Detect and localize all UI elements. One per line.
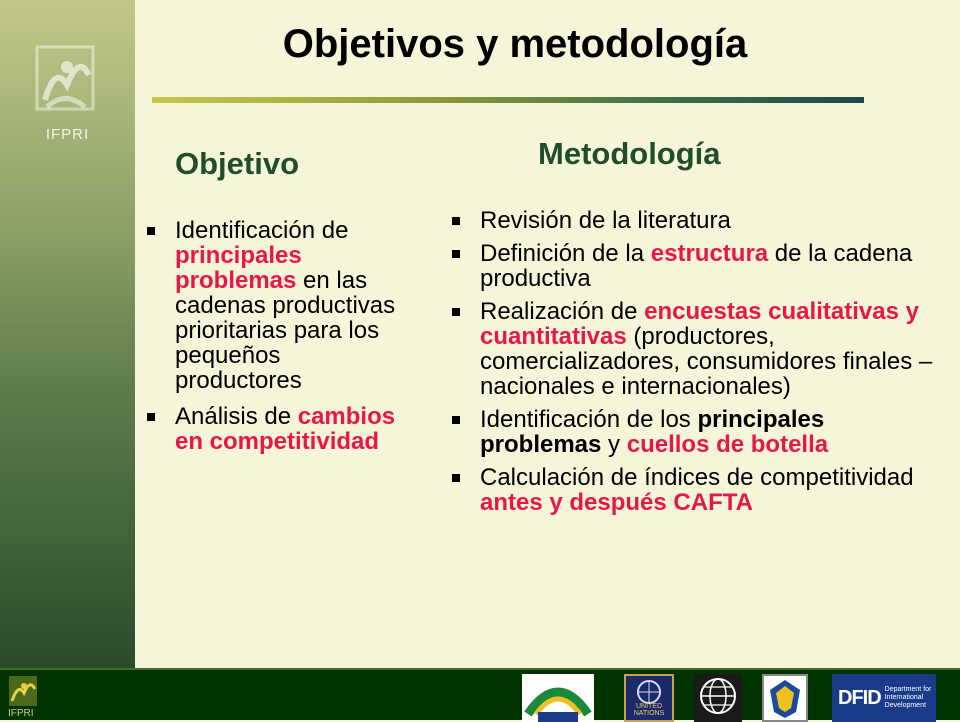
square-bullet-icon	[452, 474, 460, 482]
square-bullet-icon	[147, 413, 155, 421]
dfid-logo-subtext: Department for International Development	[884, 686, 932, 709]
ifpri-logo-text: IFPRI	[45, 126, 90, 143]
bullet-text: Revisión de la literatura	[480, 207, 731, 234]
un-emblem-icon	[626, 676, 672, 706]
bullet-emphasis-text: principales problemas	[175, 242, 302, 294]
slide-title: Objetivos y metodología	[282, 22, 748, 66]
bullet-text: en las cadenas productivas prioritarias para los pequeños productores	[175, 267, 396, 394]
bullet-text: Identificación de	[175, 217, 349, 244]
ruta-logo	[522, 674, 594, 722]
iadb-emblem-icon	[764, 676, 806, 720]
bullet-text: (productores, comercializadores, consumidores finales – nacionales e internacionales)	[480, 323, 933, 400]
square-bullet-icon	[452, 416, 460, 424]
metodologia-bullet-item	[446, 465, 951, 515]
objetivo-bullet-item	[141, 218, 413, 393]
square-bullet-icon	[452, 217, 460, 225]
globe-icon	[694, 674, 742, 722]
bullet-emphasis-text: estructura	[650, 240, 769, 267]
bullet-emphasis-text: cuellos de botella	[626, 431, 829, 458]
bullet-text: Calculación de índices de competitividad	[480, 464, 914, 491]
dfid-logo	[832, 674, 936, 722]
bullet-emphasis-text: encuestas cualitativas y cuantitativas	[480, 298, 919, 350]
bullet-emphasis-text: antes y después CAFTA	[480, 489, 753, 516]
square-bullet-icon	[452, 308, 460, 316]
footer-ifpri-text: IFPRI	[8, 708, 34, 719]
bullet-text: de la cadena productiva	[480, 240, 913, 292]
metodologia-list	[446, 208, 951, 523]
title-underline	[152, 97, 864, 103]
square-bullet-icon	[452, 250, 460, 258]
ifpri-small-logo-icon	[8, 675, 38, 711]
bullet-text: Análisis de	[175, 403, 298, 430]
worldbank-logo	[694, 674, 742, 722]
metodologia-bullet-item	[446, 241, 951, 291]
iadb-logo	[762, 674, 808, 722]
metodologia-bullet-item	[446, 299, 951, 399]
bullet-text: Identificación de los	[480, 406, 698, 433]
bullet-emphasis-text: cambios en competitividad	[175, 403, 396, 455]
ruta-logo-icon	[522, 674, 594, 722]
dfid-logo-text: DFID	[838, 686, 881, 709]
sidebar-gradient	[0, 0, 135, 668]
un-logo	[624, 674, 674, 722]
un-logo-text: UNITED NATIONS	[633, 703, 665, 717]
bullet-text: Realización de	[480, 298, 645, 325]
objetivo-bullet-item	[141, 404, 413, 454]
objetivo-list	[141, 218, 413, 465]
metodologia-bullet-item	[446, 407, 951, 457]
bullet-text: y	[601, 431, 627, 458]
square-bullet-icon	[147, 227, 155, 235]
bullet-text: Definición de la	[480, 240, 651, 267]
bullet-emphasis-text: principales problemas	[480, 406, 825, 458]
objetivo-heading: Objetivo	[175, 146, 300, 181]
metodologia-bullet-item	[446, 208, 951, 233]
footer-bar	[0, 668, 960, 720]
metodologia-heading: Metodología	[538, 136, 721, 171]
